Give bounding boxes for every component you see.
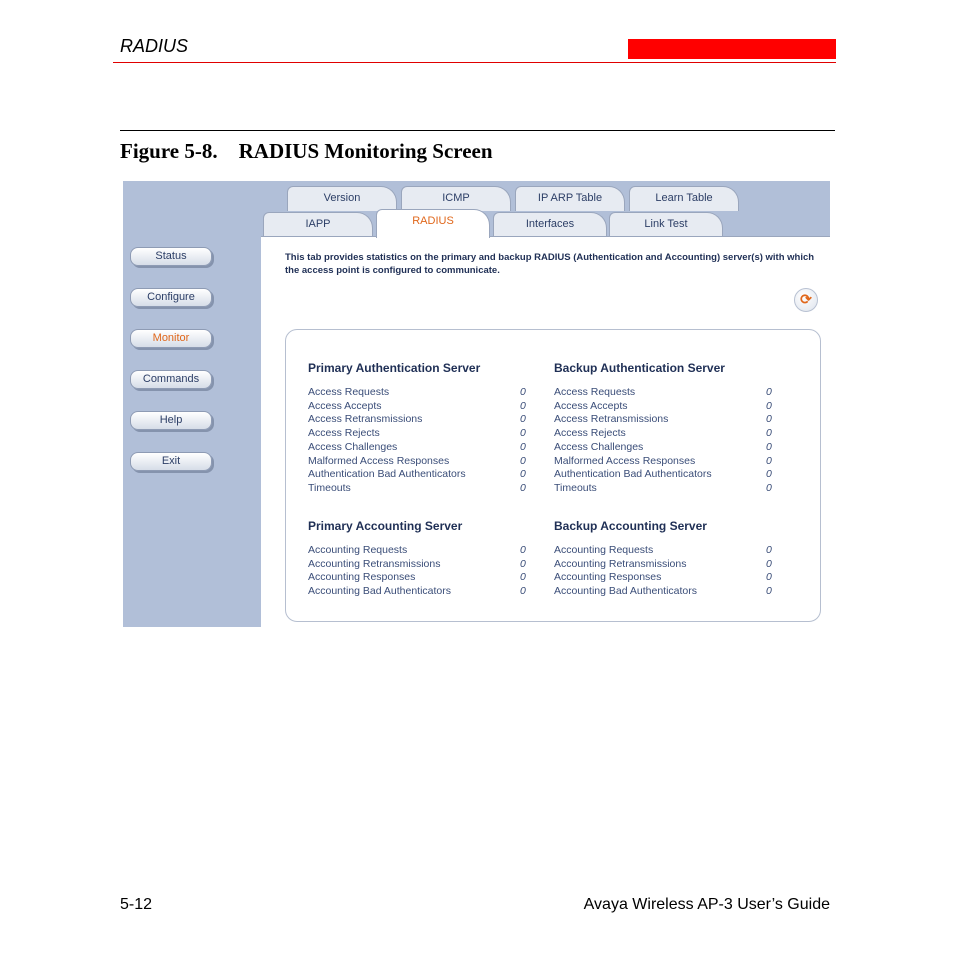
sidebar bbox=[123, 181, 261, 627]
tab-content-border bbox=[261, 236, 830, 237]
stat-label: Access Requests bbox=[308, 386, 390, 398]
header-rule bbox=[113, 62, 836, 63]
stat-label: Timeouts bbox=[554, 481, 597, 494]
figure-title: RADIUS Monitoring Screen bbox=[238, 139, 493, 163]
guide-title: Avaya Wireless AP-3 User’s Guide bbox=[583, 896, 830, 913]
figure-rule bbox=[120, 130, 835, 131]
nav-monitor-button[interactable]: Monitor bbox=[130, 329, 212, 348]
stat-label: Accounting Requests bbox=[308, 544, 408, 556]
stat-value: 0 bbox=[520, 468, 526, 481]
stat-value: 0 bbox=[520, 557, 526, 570]
stat-value: 0 bbox=[520, 585, 526, 598]
tab-interfaces[interactable]: Interfaces bbox=[493, 212, 607, 237]
stat-label: Accounting Retransmissions bbox=[554, 557, 687, 570]
header-color-bar bbox=[628, 39, 836, 59]
tab-iapp[interactable]: IAPP bbox=[263, 212, 373, 237]
stat-value: 0 bbox=[766, 454, 772, 467]
stat-value: 0 bbox=[520, 454, 526, 467]
stat-value: 0 bbox=[520, 413, 526, 426]
stat-label: Access Accepts bbox=[308, 399, 382, 412]
stat-label: Access Accepts bbox=[554, 399, 628, 412]
stat-label: Authentication Bad Authenticators bbox=[554, 468, 712, 481]
stat-label: Access Retransmissions bbox=[554, 413, 669, 426]
radius-stats-panel bbox=[285, 329, 821, 622]
stat-value: 0 bbox=[766, 571, 772, 584]
stat-value: 0 bbox=[766, 468, 772, 481]
stat-value: 0 bbox=[520, 386, 526, 398]
stat-label: Accounting Responses bbox=[554, 571, 662, 584]
stat-label: Access Challenges bbox=[308, 440, 398, 453]
screenshot-window bbox=[123, 181, 830, 627]
stat-label: Authentication Bad Authenticators bbox=[308, 468, 466, 481]
primary-auth-title: Primary Authentication Server bbox=[308, 361, 481, 375]
stat-label: Access Rejects bbox=[308, 427, 380, 440]
stat-label: Access Rejects bbox=[554, 427, 626, 440]
stat-label: Malformed Access Responses bbox=[554, 454, 696, 467]
stat-value: 0 bbox=[520, 427, 526, 440]
nav-help-button[interactable]: Help bbox=[130, 411, 212, 430]
stat-value: 0 bbox=[520, 571, 526, 584]
page-number: 5-12 bbox=[120, 896, 153, 913]
stat-value: 0 bbox=[766, 557, 772, 570]
stat-value: 0 bbox=[766, 585, 772, 598]
primary-acct-title: Primary Accounting Server bbox=[308, 519, 463, 533]
stat-value: 0 bbox=[520, 399, 526, 412]
nav-commands-button[interactable]: Commands bbox=[130, 370, 212, 389]
stat-value: 0 bbox=[520, 544, 526, 556]
stat-value: 0 bbox=[766, 413, 772, 426]
stat-label: Accounting Responses bbox=[308, 571, 416, 584]
tab-learn-table[interactable]: Learn Table bbox=[629, 186, 739, 211]
stat-label: Access Retransmissions bbox=[308, 413, 423, 426]
intro-text: This tab provides statistics on the primary and backup RADIUS (Authentication and Accounting) server(s) with which the access point is configured to communicate. bbox=[285, 252, 815, 276]
stat-value: 0 bbox=[766, 481, 772, 494]
nav-configure-button[interactable]: Configure bbox=[130, 288, 212, 307]
tab-radius[interactable]: RADIUS bbox=[376, 209, 490, 238]
nav-exit-button[interactable]: Exit bbox=[130, 452, 212, 471]
stat-label: Accounting Requests bbox=[554, 544, 654, 556]
figure-caption bbox=[120, 139, 493, 164]
stat-label: Accounting Bad Authenticators bbox=[308, 585, 452, 598]
nav-status-button[interactable]: Status bbox=[130, 247, 212, 266]
stat-label: Timeouts bbox=[308, 481, 351, 494]
tab-icmp[interactable]: ICMP bbox=[401, 186, 511, 211]
stat-value: 0 bbox=[520, 481, 526, 494]
stat-label: Accounting Retransmissions bbox=[308, 557, 441, 570]
stat-label: Accounting Bad Authenticators bbox=[554, 585, 698, 598]
stat-label: Access Challenges bbox=[554, 440, 644, 453]
backup-acct-title: Backup Accounting Server bbox=[554, 519, 707, 533]
tab-version[interactable]: Version bbox=[287, 186, 397, 211]
backup-auth-title: Backup Authentication Server bbox=[554, 361, 725, 375]
tab-ip-arp-table[interactable]: IP ARP Table bbox=[515, 186, 625, 211]
refresh-icon[interactable]: ⟳ bbox=[794, 288, 818, 312]
stat-label: Malformed Access Responses bbox=[308, 454, 450, 467]
running-header-title: RADIUS bbox=[120, 36, 189, 56]
tab-strip bbox=[261, 181, 830, 237]
stat-label: Access Requests bbox=[554, 386, 636, 398]
stat-value: 0 bbox=[520, 440, 526, 453]
tab-link-test[interactable]: Link Test bbox=[609, 212, 723, 237]
stat-value: 0 bbox=[766, 386, 772, 398]
figure-number: Figure 5-8. bbox=[120, 139, 218, 163]
stat-value: 0 bbox=[766, 440, 772, 453]
stat-value: 0 bbox=[766, 399, 772, 412]
stat-value: 0 bbox=[766, 427, 772, 440]
stat-value: 0 bbox=[766, 544, 772, 556]
